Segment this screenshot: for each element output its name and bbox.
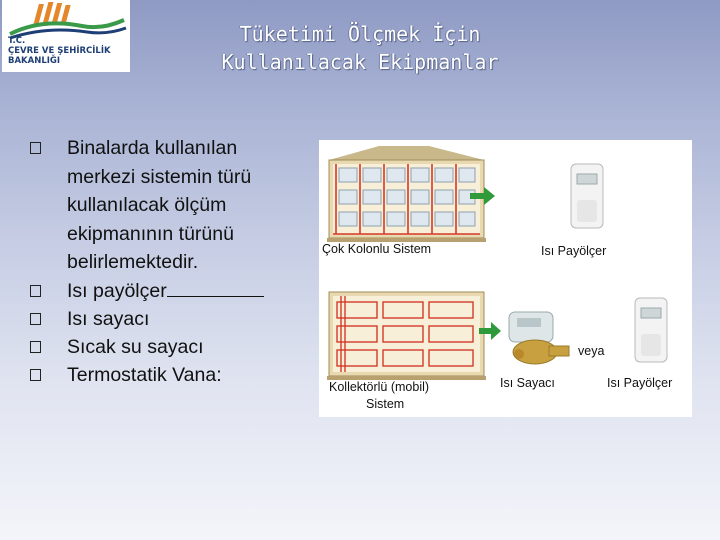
slide-title-line-1: Tüketimi Ölçmek İçin: [239, 22, 481, 46]
heat-allocator-icon: [571, 164, 603, 228]
slide-title-line-2: Kullanılacak Ekipmanlar: [221, 50, 499, 74]
logo-line-1: T.C.: [8, 36, 26, 46]
caption-top-heat-allocator: Isı Payölçer: [541, 244, 607, 258]
bullet-item-3: [30, 305, 330, 333]
caption-or: veya: [578, 344, 605, 358]
bullet-box-icon: [30, 369, 41, 381]
ministry-emblem-icon: [2, 0, 130, 40]
collector-building-icon: [327, 292, 486, 380]
bullet-text-3: Isı sayacı: [67, 307, 150, 330]
slide-title: [160, 20, 560, 76]
heat-meter-icon: [509, 312, 569, 364]
bullet-box-icon: [30, 142, 41, 154]
caption-collector-system-line-2: Sistem: [366, 397, 405, 411]
bullet-box-icon: [30, 341, 41, 353]
bullet-item-4: [30, 333, 330, 361]
bullet-text-1-line-2: merkezi sistemin türü: [67, 165, 252, 188]
bullet-text-1-line-4: ekipmanının türünü: [67, 222, 234, 245]
metering-systems-figure: [319, 140, 692, 417]
caption-multi-column-system: Çok Kolonlu Sistem: [322, 242, 432, 256]
ministry-logo: [2, 0, 130, 72]
bullet-text-1-line-5: belirlemektedir.: [67, 251, 199, 273]
caption-bottom-heat-allocator: Isı Payölçer: [607, 376, 673, 390]
bullet-text-1-line-3: kullanılacak ölçüm: [67, 194, 227, 216]
heat-allocator-icon: [635, 298, 667, 362]
bullet-text-4: Sıcak su sayacı: [67, 335, 204, 358]
bullet-text-1-line-1: Binalarda kullanılan: [67, 137, 238, 159]
multi-column-building-icon: [327, 146, 486, 242]
bullet-box-icon: [30, 285, 41, 297]
caption-collector-system-line-1: Kollektörlü (mobil): [329, 380, 430, 394]
logo-line-2: ÇEVRE VE ŞEHİRCİLİK: [8, 46, 111, 56]
bullet-text-5: Termostatik Vana:: [67, 363, 222, 386]
bullet-text-2: Isı payölçer: [67, 279, 167, 302]
logo-line-3: BAKANLIĞI: [8, 56, 61, 66]
bullet-item-2: [30, 277, 330, 305]
bullet-item-5: [30, 361, 330, 389]
bullet-list: [30, 134, 330, 389]
caption-heat-meter: Isı Sayacı: [500, 376, 555, 390]
connector-line: [167, 278, 264, 297]
bullet-box-icon: [30, 313, 41, 325]
bullet-item-1: [30, 134, 330, 277]
